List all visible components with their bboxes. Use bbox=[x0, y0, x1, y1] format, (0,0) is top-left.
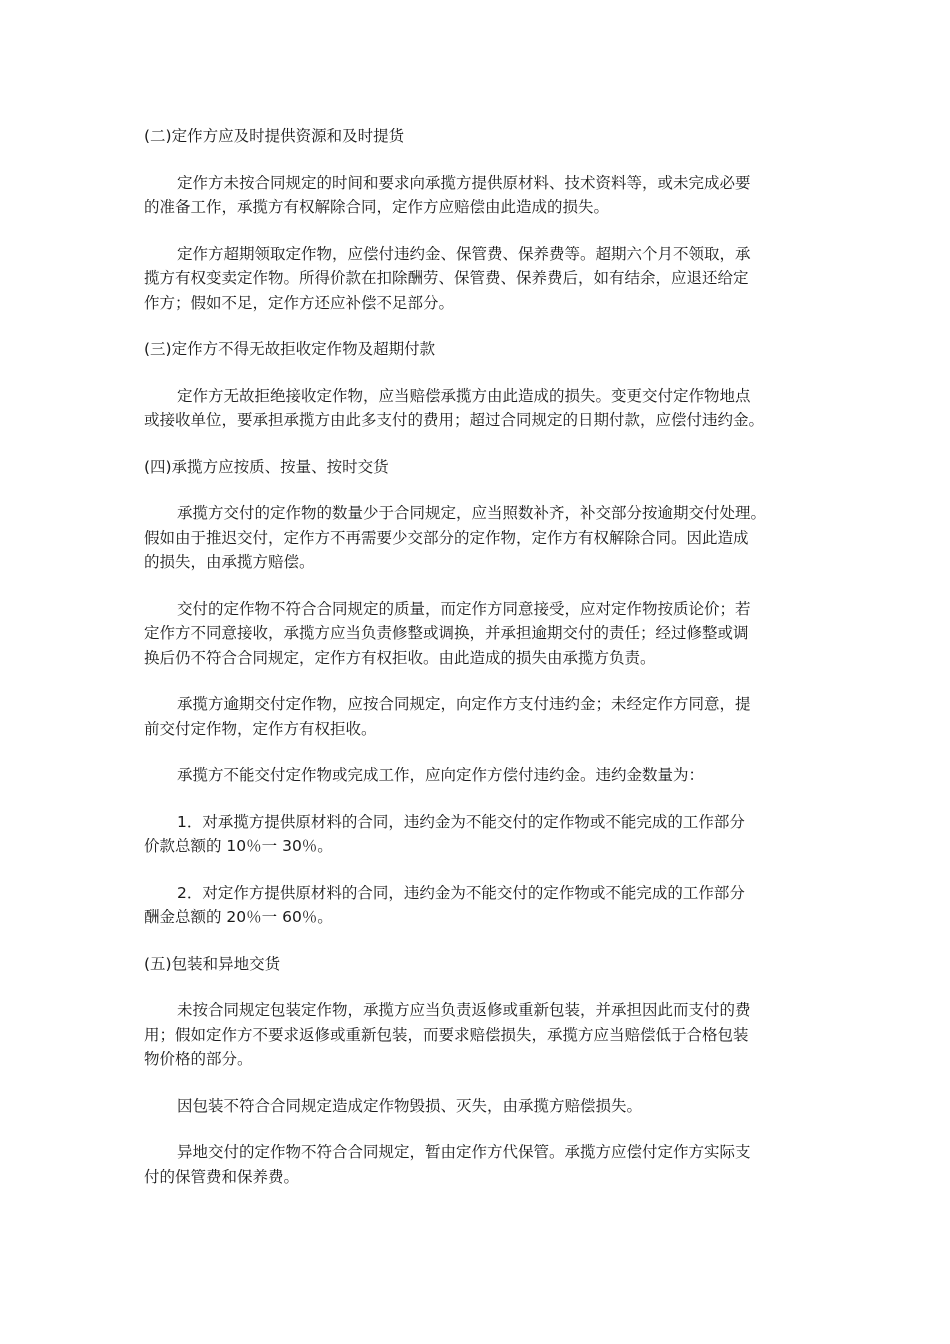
paragraph bbox=[144, 501, 808, 575]
paragraph bbox=[144, 998, 808, 1072]
paragraph-line: 物价格的部分。 bbox=[144, 1050, 253, 1068]
paragraph-line: 酬金总额的 20％一 60％。 bbox=[144, 908, 333, 926]
paragraph-line: 或接收单位，要承担承揽方由此多支付的费用；超过合同规定的日期付款，应偿付违约金。 bbox=[144, 411, 765, 429]
heading-text: (四)承揽方应按质、按量、按时交货 bbox=[144, 457, 389, 476]
section-heading bbox=[144, 124, 808, 149]
heading-text: (三)定作方不得无故拒收定作物及超期付款 bbox=[144, 340, 436, 358]
document-body bbox=[144, 124, 808, 1211]
paragraph-line: 1．对承揽方提供原材料的合同，违约金为不能交付的定作物或不能完成的工作部分 bbox=[177, 812, 745, 831]
paragraph bbox=[144, 810, 808, 859]
paragraph bbox=[144, 384, 808, 433]
paragraph bbox=[144, 171, 808, 220]
paragraph-line: 定作方未按合同规定的时间和要求向承揽方提供原材料、技术资料等，或未完成必要 bbox=[177, 173, 751, 192]
paragraph-line: 承揽方交付的定作物的数量少于合同规定，应当照数补齐，补交部分按逾期交付处理。 bbox=[177, 504, 767, 522]
paragraph-line: 未按合同规定包装定作物，承揽方应当负责返修或重新包装，并承担因此而支付的费 bbox=[177, 1001, 751, 1019]
paragraph-line: 假如由于推迟交付，定作方不再需要少交部分的定作物，定作方有权解除合同。因此造成 bbox=[144, 528, 749, 547]
section-heading bbox=[144, 455, 808, 480]
section-heading bbox=[144, 952, 808, 977]
paragraph-line: 付的保管费和保养费。 bbox=[144, 1167, 300, 1186]
paragraph-line: 揽方有权变卖定作物。所得价款在扣除酬劳、保管费、保养费后，如有结余，应退还给定 bbox=[144, 269, 749, 287]
paragraph bbox=[144, 763, 808, 788]
paragraph-line: 作方；假如不足，定作方还应补偿不足部分。 bbox=[144, 293, 455, 312]
paragraph-line: 因包装不符合合同规定造成定作物毁损、灭失，由承揽方赔偿损失。 bbox=[177, 1096, 643, 1115]
paragraph-line: 异地交付的定作物不符合合同规定，暂由定作方代保管。承揽方应偿付定作方实际支 bbox=[177, 1143, 751, 1161]
paragraph bbox=[144, 692, 808, 741]
heading-text: (五)包装和异地交货 bbox=[144, 954, 281, 973]
paragraph-line: 的损失，由承揽方赔偿。 bbox=[144, 553, 315, 571]
paragraph-line: 换后仍不符合合同规定，定作方有权拒收。由此造成的损失由承揽方负责。 bbox=[144, 648, 656, 667]
paragraph-line: 定作方无故拒绝接收定作物，应当赔偿承揽方由此造成的损失。变更交付定作物地点 bbox=[177, 386, 751, 405]
paragraph bbox=[144, 242, 808, 316]
paragraph bbox=[144, 1140, 808, 1189]
paragraph bbox=[144, 881, 808, 930]
paragraph-line: 定作方超期领取定作物，应偿付违约金、保管费、保养费等。超期六个月不领取，承 bbox=[177, 244, 751, 263]
paragraph-line: 的准备工作，承揽方有权解除合同，定作方应赔偿由此造成的损失。 bbox=[144, 198, 610, 216]
paragraph-line: 前交付定作物，定作方有权拒收。 bbox=[144, 719, 377, 738]
paragraph-line: 用；假如定作方不要求返修或重新包装，而要求赔偿损失，承揽方应当赔偿低于合格包装 bbox=[144, 1025, 749, 1044]
section-heading bbox=[144, 337, 808, 362]
paragraph bbox=[144, 1094, 808, 1119]
paragraph-line: 2．对定作方提供原材料的合同，违约金为不能交付的定作物或不能完成的工作部分 bbox=[177, 883, 745, 902]
heading-text: (二)定作方应及时提供资源和及时提货 bbox=[144, 127, 405, 145]
paragraph-line: 承揽方不能交付定作物或完成工作，应向定作方偿付违约金。违约金数量为： bbox=[177, 766, 705, 784]
paragraph-line: 定作方不同意接收，承揽方应当负责修整或调换，并承担逾期交付的责任；经过修整或调 bbox=[144, 624, 749, 642]
paragraph-line: 承揽方逾期交付定作物，应按合同规定，向定作方支付违约金；未经定作方同意，提 bbox=[177, 695, 751, 713]
paragraph-line: 交付的定作物不符合合同规定的质量，而定作方同意接受，应对定作物按质论价；若 bbox=[177, 599, 751, 618]
paragraph bbox=[144, 597, 808, 671]
paragraph-line: 价款总额的 10％一 30％。 bbox=[144, 837, 333, 855]
